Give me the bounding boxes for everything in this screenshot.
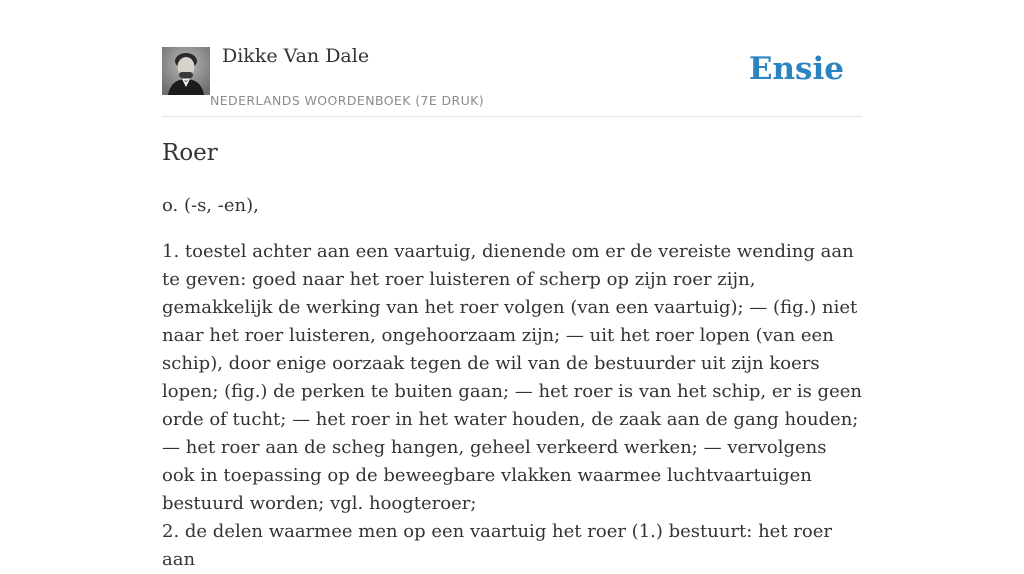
brand-logo[interactable]: Ensie <box>748 51 844 87</box>
entry-title: Roer <box>162 140 218 166</box>
definition-1: 1. toestel achter aan een vaartuig, dienende om er de vereiste wending aan te geven: goed naar het roer luisteren of scherp op zijn roer zijn, gemakkelijk de werking van het roer volgen (van een vaartuig); — (fig.) niet naar het roer luisteren, ongehoorzaam zijn; — uit het roer lopen (van een schip), door enige oorzaak tegen de wil van de bestuurder uit zijn koers lopen; (fig.) de perken te buiten gaan; — het roer is van het schip, er is geen orde of tucht; — het roer in het water houden, de zaak aan de gang houden; — het roer aan de scheg hangen, geheel verkeerd werken; — vervolgens ook in toepassing op de beweegbare vlakken waarmee luchtvaartuigen bestuurd worden; vgl. hoogteroer; <box>162 241 862 514</box>
entry-header <box>162 0 862 117</box>
definition-2: 2. de delen waarmee men op een vaartuig het roer (1.) bestuurt: het roer aan <box>162 521 832 570</box>
source-label[interactable]: NEDERLANDS WOORDENBOEK (7E DRUK) <box>210 93 485 108</box>
author-avatar[interactable] <box>162 47 210 95</box>
grammar-info: o. (-s, -en), <box>162 195 259 216</box>
entry-content <box>162 192 862 574</box>
author-name[interactable]: Dikke Van Dale <box>222 45 370 67</box>
author-portrait-icon <box>162 47 210 95</box>
